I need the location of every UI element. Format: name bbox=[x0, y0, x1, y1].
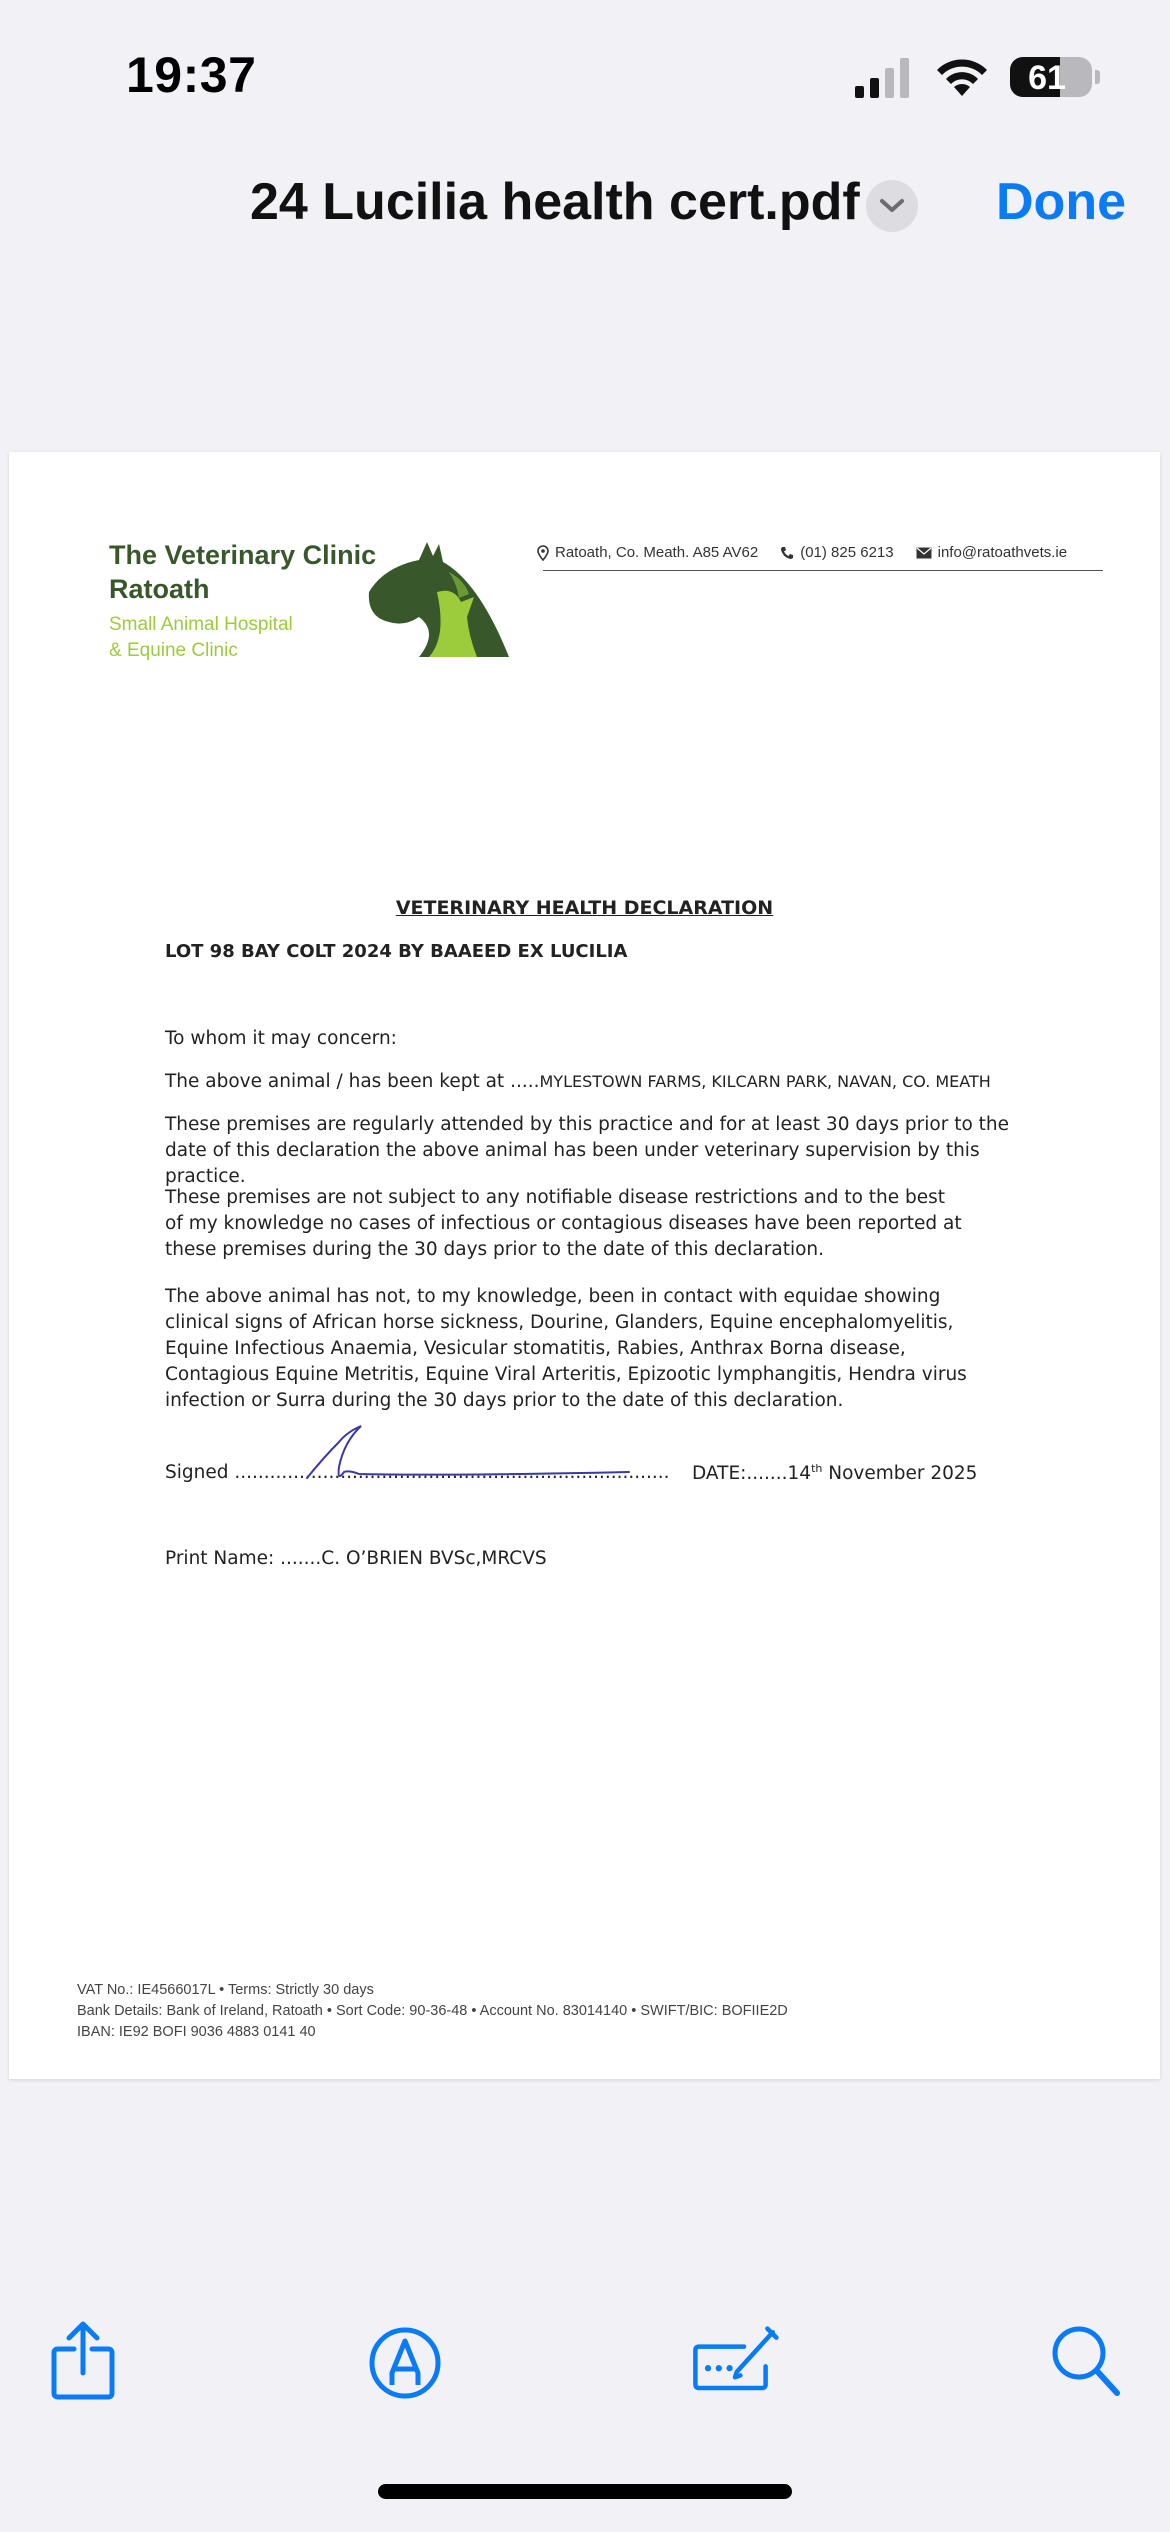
chevron-down-icon bbox=[879, 198, 905, 214]
date-field bbox=[692, 1462, 977, 1484]
share-icon bbox=[50, 2321, 116, 2401]
done-button[interactable]: Done bbox=[996, 173, 1126, 231]
envelope-icon bbox=[916, 547, 932, 559]
document-title[interactable]: 24 Lucilia health cert.pdf bbox=[250, 173, 860, 231]
print-name-label: Print Name: ....... bbox=[165, 1548, 322, 1569]
clinic-phone[interactable]: (01) 825 6213 bbox=[800, 544, 894, 561]
battery-percent: 61 bbox=[1028, 59, 1066, 97]
footer-bank: Bank Details: Bank of Ireland, Ratoath • Sort Code: 90-36-48 • Account No. 83014140 • SWIFT/BIC: BOFIIE2D bbox=[77, 2003, 788, 2019]
cellular-signal-icon bbox=[855, 58, 915, 98]
kept-at-line bbox=[165, 1069, 1045, 1095]
clinic-subtitle bbox=[109, 612, 293, 664]
clinic-email[interactable]: info@ratoathvets.ie bbox=[937, 544, 1068, 561]
footer-iban: IBAN: IE92 BOFI 9036 4883 0141 40 bbox=[77, 2024, 316, 2040]
search-button[interactable] bbox=[1040, 2316, 1130, 2406]
wifi-icon bbox=[934, 56, 990, 98]
search-icon bbox=[1049, 2323, 1121, 2399]
battery-indicator bbox=[1010, 57, 1092, 97]
print-name-line bbox=[165, 1548, 547, 1569]
date-value: November 2025 bbox=[822, 1463, 978, 1485]
signature-icon bbox=[690, 2321, 780, 2401]
clinic-subtitle-line2: & Equine Clinic bbox=[109, 640, 238, 661]
signed-line: Signed .......................................................................... bbox=[165, 1462, 670, 1483]
handwritten-signature bbox=[299, 1412, 639, 1492]
paragraph-practice: These premises are regularly attended by this practice and for at least 30 days prior to the date of this declaration the above animal has been under veterinary supervision by this practice. bbox=[165, 1114, 1010, 1187]
clinic-subtitle-line1: Small Animal Hospital bbox=[109, 614, 293, 635]
kept-at-label: The above animal / has been kept at ..... bbox=[165, 1071, 540, 1092]
clinic-name bbox=[109, 538, 376, 606]
markup-button[interactable] bbox=[360, 2318, 450, 2408]
horse-dog-logo-icon bbox=[349, 532, 519, 662]
location-pin-icon bbox=[537, 545, 549, 561]
pdf-page[interactable] bbox=[9, 452, 1160, 2079]
phone-icon bbox=[780, 546, 794, 560]
kept-at-value: MYLESTOWN FARMS, KILCARN PARK, NAVAN, CO. MEATH bbox=[539, 1072, 991, 1091]
footer-vat: VAT No.: IE4566017L • Terms: Strictly 30 days bbox=[77, 1982, 374, 1998]
title-menu-button[interactable] bbox=[866, 180, 918, 232]
lot-description: LOT 98 BAY COLT 2024 BY BAAEED EX LUCILIA bbox=[165, 941, 628, 962]
markup-icon bbox=[367, 2325, 443, 2401]
letterhead-divider bbox=[543, 570, 1103, 571]
share-button[interactable] bbox=[38, 2316, 128, 2406]
signature-button[interactable] bbox=[690, 2316, 780, 2406]
clinic-name-line2: Ratoath bbox=[109, 574, 210, 604]
print-name-value: C. O’BRIEN BVSc,MRCVS bbox=[321, 1548, 547, 1569]
paragraph-restrictions: These premises are not subject to any notifiable disease restrictions and to the best of my knowledge no cases of infectious or contagious diseases have been reported at these premises during the 30 days prior to the date of this declaration. bbox=[165, 1187, 962, 1260]
salutation: To whom it may concern: bbox=[165, 1028, 397, 1049]
date-suffix: th bbox=[811, 1462, 823, 1475]
contact-info bbox=[537, 544, 1107, 561]
home-indicator[interactable] bbox=[378, 2484, 792, 2499]
clinic-address: Ratoath, Co. Meath. A85 AV62 bbox=[555, 544, 759, 561]
declaration-heading: VETERINARY HEALTH DECLARATION bbox=[395, 897, 774, 919]
date-label: DATE:.......14 bbox=[692, 1463, 812, 1485]
status-time: 19:37 bbox=[126, 47, 257, 103]
paragraph-contact: The above animal has not, to my knowledge, been in contact with equidae showing clinical signs of African horse sickness, Dourine, Glanders, Equine encephalomyelitis, Equine Infectious Anaemia, Vesicular stomatitis, Rabies, Anthrax Borna disease, Contagious Equine Metritis, Equine Viral Arteritis, Epizootic lymphangitis, Hendra virus infection or Surra during the 30 days prior to the date of this declaration. bbox=[165, 1286, 967, 1411]
clinic-name-line1: The Veterinary Clinic bbox=[109, 540, 377, 570]
battery-cap bbox=[1095, 70, 1100, 84]
